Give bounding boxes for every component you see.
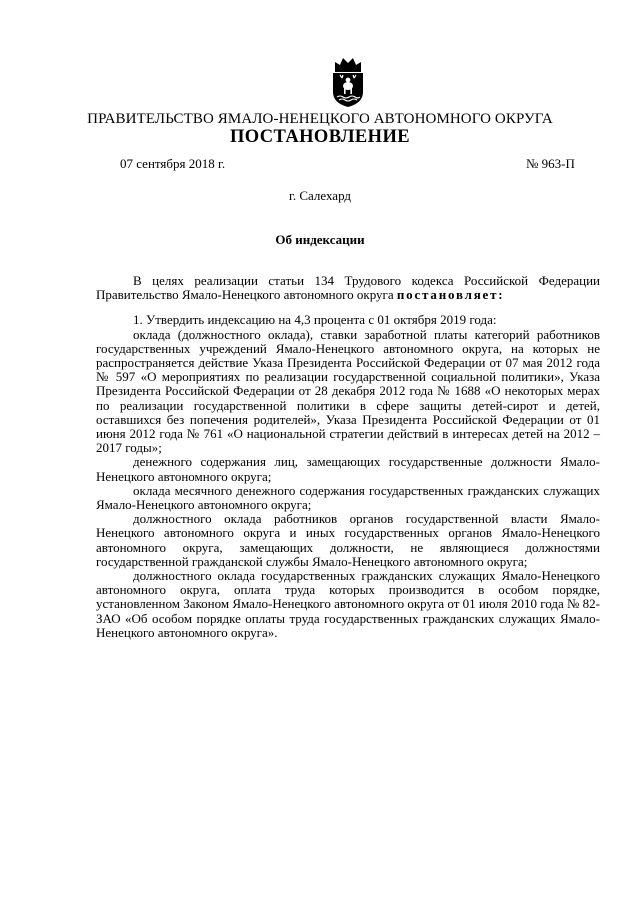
- document-type: ПОСТАНОВЛЕНИЕ: [229, 127, 410, 147]
- document-subject: Об индексации: [275, 232, 365, 247]
- document-body: [96, 274, 600, 640]
- item-paragraph: должностного оклада работников органов государственной власти Ямало-Ненецкого автономного округа и иных государственных органов Ямало-Ненецкого автономного округа, замещающих должности, не являющиеся должностями государственной гражданской службы Ямало-Ненецкого автономного округа;: [96, 511, 600, 569]
- item-paragraph: должностного оклада государственных гражданских служащих Ямало-Ненецкого автономного округа, оплата труда которых производится в особом порядке, установленном Законом Ямало-Ненецкого автономного округа от 01 июля 2010 года № 82-ЗАО «Об особом порядке оплаты труда государственных гражданских служащих Ямало-Ненецкого автономного округа».: [96, 568, 600, 640]
- document-city: г. Салехард: [288, 188, 352, 203]
- decree-word: постановляет:: [396, 287, 505, 303]
- preamble-text: В целях реализации статьи 134 Трудового кодекса Российской Федерации Правительство Ямало-Ненецкого автономного округа: [96, 273, 600, 303]
- coat-of-arms-icon: [330, 56, 366, 108]
- document-date: 07 сентября 2018 г.: [120, 156, 226, 171]
- item-paragraph: оклада месячного денежного содержания государственных гражданских служащих Ямало-Ненецкого автономного округа;: [96, 482, 600, 513]
- item-paragraph: денежного содержания лиц, замещающих государственные должности Ямало-Ненецкого автономного округа;: [96, 454, 600, 484]
- document-number: № 963-П: [526, 156, 575, 171]
- organization-title: ПРАВИТЕЛЬСТВО ЯМАЛО-НЕНЕЦКОГО АВТОНОМНОГО ОКРУГА: [87, 111, 553, 127]
- item-paragraph: 1. Утвердить индексацию на 4,3 процента с 01 октября 2019 года:: [133, 312, 497, 328]
- preamble-paragraph: [96, 274, 600, 302]
- item-paragraph: оклада (должностного оклада), ставки заработной платы категорий работников государственных учреждений Ямало-Ненецкого автономного округа, на которых не распространяется действие Указа Президента Российской Федерации от 07 мая 2012 года № 597 «О мероприятиях по реализации государственной социальной политики», Указа Президента Российской Федерации от 28 декабря 2012 года № 1688 «О некоторых мерах по реализации государственной политики в сфере защиты детей-сирот и детей, оставшихся без попечения родителей», Указа Президента Российской Федерации от 01 июня 2012 года № 761 «О национальной стратегии действий в интересах детей на 2012 – 2017 годы»;: [96, 326, 600, 456]
